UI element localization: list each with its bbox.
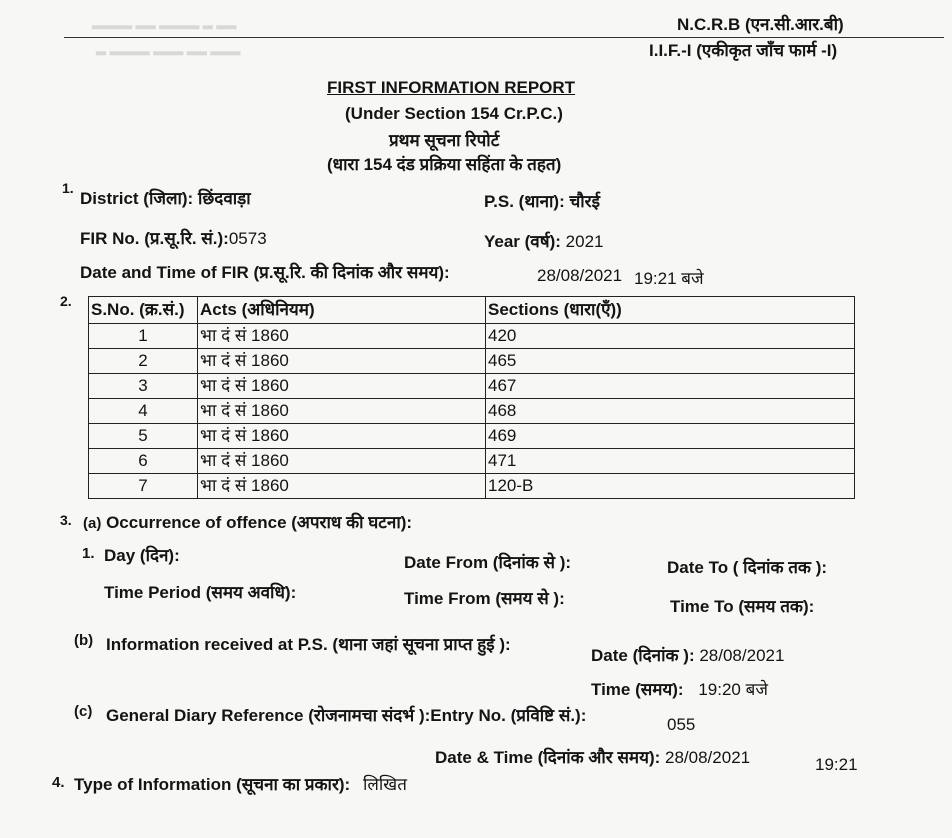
- date-to-label: Date To ( दिनांक तक ):: [667, 558, 828, 577]
- entry-no-label: Entry No. (प्रविष्टि सं.):: [430, 706, 587, 725]
- occurrence-field: [83, 510, 412, 533]
- day-label: Day (दिन):: [104, 546, 180, 565]
- ps-value: चौरई: [569, 192, 600, 211]
- fir-no-field: [80, 226, 267, 249]
- fir-time-value: 19:21 बजे: [634, 269, 704, 288]
- info-time-field: [591, 677, 768, 700]
- report-subtitle: (Under Section 154 Cr.P.C.): [345, 104, 563, 123]
- year-value: 2021: [565, 232, 604, 251]
- information-type-value: लिखित: [362, 775, 407, 794]
- sub-c-label: (c): [74, 703, 93, 720]
- date-from-label: Date From (दिनांक से ):: [404, 553, 572, 572]
- table-row: [89, 449, 855, 474]
- information-type-label: Type of Information (सूचना का प्रकार):: [74, 775, 351, 794]
- info-received-label: Information received at P.S. (थाना जहां सूचना प्राप्त हुई ):: [106, 635, 511, 654]
- district-value: छिंदवाड़ा: [197, 189, 251, 208]
- sub-a-label: (a): [83, 515, 102, 532]
- table-row: [89, 399, 855, 424]
- cell-sno: 6: [89, 449, 198, 474]
- cell-section: 471: [486, 449, 855, 474]
- fir-datetime-field: [80, 260, 450, 283]
- cell-sno: 7: [89, 474, 198, 499]
- section-2-number: 2.: [60, 293, 72, 309]
- cell-section: 465: [486, 349, 855, 374]
- cell-sno: 1: [89, 324, 198, 349]
- info-date-field: [591, 643, 784, 666]
- time-period-label: Time Period (समय अवधि):: [104, 583, 297, 602]
- report-title: FIRST INFORMATION REPORT: [327, 78, 576, 97]
- column-header-acts: Acts (अधिनियम): [198, 297, 486, 324]
- cell-act: भा दं सं 1860: [198, 324, 486, 349]
- cell-act: भा दं सं 1860: [198, 399, 486, 424]
- cell-section: 468: [486, 399, 855, 424]
- gd-date-value: 28/08/2021: [665, 748, 751, 767]
- district-label: District (जिला):: [80, 189, 194, 208]
- cell-act: भा दं सं 1860: [198, 349, 486, 374]
- section-1-number: 1.: [62, 180, 74, 196]
- table-row: [89, 374, 855, 399]
- gd-reference-field: [106, 703, 586, 726]
- ncrb-label: N.C.R.B (एन.सी.आर.बी): [677, 15, 844, 34]
- fir-date-value: 28/08/2021: [537, 266, 623, 285]
- day-number: 1.: [82, 545, 95, 562]
- table-row: [89, 424, 855, 449]
- cell-act: भा दं सं 1860: [198, 474, 486, 499]
- time-to-label: Time To (समय तक):: [670, 597, 815, 616]
- ps-label: P.S. (थाना):: [484, 192, 565, 211]
- report-title-hindi: प्रथम सूचना रिपोर्ट: [389, 131, 500, 150]
- gd-datetime-field: [435, 745, 750, 768]
- cell-section: 120-B: [486, 474, 855, 499]
- time-from-label: Time From (समय से ):: [404, 589, 565, 608]
- cell-section: 467: [486, 374, 855, 399]
- column-header-sno: S.No. (क्र.सं.): [89, 297, 198, 324]
- ps-field: [484, 189, 600, 212]
- cell-act: भा दं सं 1860: [198, 374, 486, 399]
- gd-reference-label: General Diary Reference (रोजनामचा संदर्भ ):: [106, 706, 431, 725]
- gd-time-value: 19:21: [815, 755, 858, 774]
- year-field: [484, 229, 603, 252]
- district-field: [80, 186, 251, 209]
- fir-datetime-label: Date and Time of FIR (प्र.सू.रि. की दिनांक और समय):: [80, 263, 450, 282]
- table-row: [89, 324, 855, 349]
- info-time-value: 19:20 बजे: [698, 680, 768, 699]
- column-header-sections: Sections (धारा(एँ)): [486, 297, 855, 324]
- cell-sno: 3: [89, 374, 198, 399]
- cell-section: 469: [486, 424, 855, 449]
- section-3-number: 3.: [60, 512, 72, 528]
- iif-label: I.I.F.-I (एकीकृत जाँच फार्म -I): [649, 41, 838, 60]
- information-type-field: [74, 772, 407, 795]
- info-time-label: Time (समय):: [591, 680, 684, 699]
- cell-sno: 2: [89, 349, 198, 374]
- cell-sno: 4: [89, 399, 198, 424]
- section-4-number: 4.: [52, 774, 65, 791]
- cell-act: भा दं सं 1860: [198, 424, 486, 449]
- fir-no-value: 0573: [228, 229, 267, 248]
- entry-no-value: 055: [667, 715, 696, 734]
- bleed-through-text: ▂▂▂▂ ▂▂ ▂▂▂▂ ▂ ▂▂: [92, 14, 237, 29]
- bleed-through-text: ▂ ▂▂▂▂ ▂▂▂ ▂▂ ▂▂▂: [96, 40, 241, 55]
- cell-act: भा दं सं 1860: [198, 449, 486, 474]
- gd-datetime-label: Date & Time (दिनांक और समय):: [435, 748, 661, 767]
- sub-b-label: (b): [74, 632, 94, 649]
- occurrence-label: Occurrence of offence (अपराध की घटना):: [106, 513, 413, 532]
- cell-section: 420: [486, 324, 855, 349]
- fir-no-label: FIR No. (प्र.सू.रि. सं.):: [80, 229, 229, 248]
- year-label: Year (वर्ष):: [484, 232, 561, 251]
- cell-sno: 5: [89, 424, 198, 449]
- report-subtitle-hindi: (धारा 154 दंड प्रक्रिया सहिंता के तहत): [327, 155, 562, 174]
- info-date-value: 28/08/2021: [699, 646, 785, 665]
- acts-sections-table: [88, 296, 855, 499]
- table-row: [89, 474, 855, 499]
- table-header-row: [89, 297, 855, 324]
- table-row: [89, 349, 855, 374]
- info-date-label: Date (दिनांक ):: [591, 646, 695, 665]
